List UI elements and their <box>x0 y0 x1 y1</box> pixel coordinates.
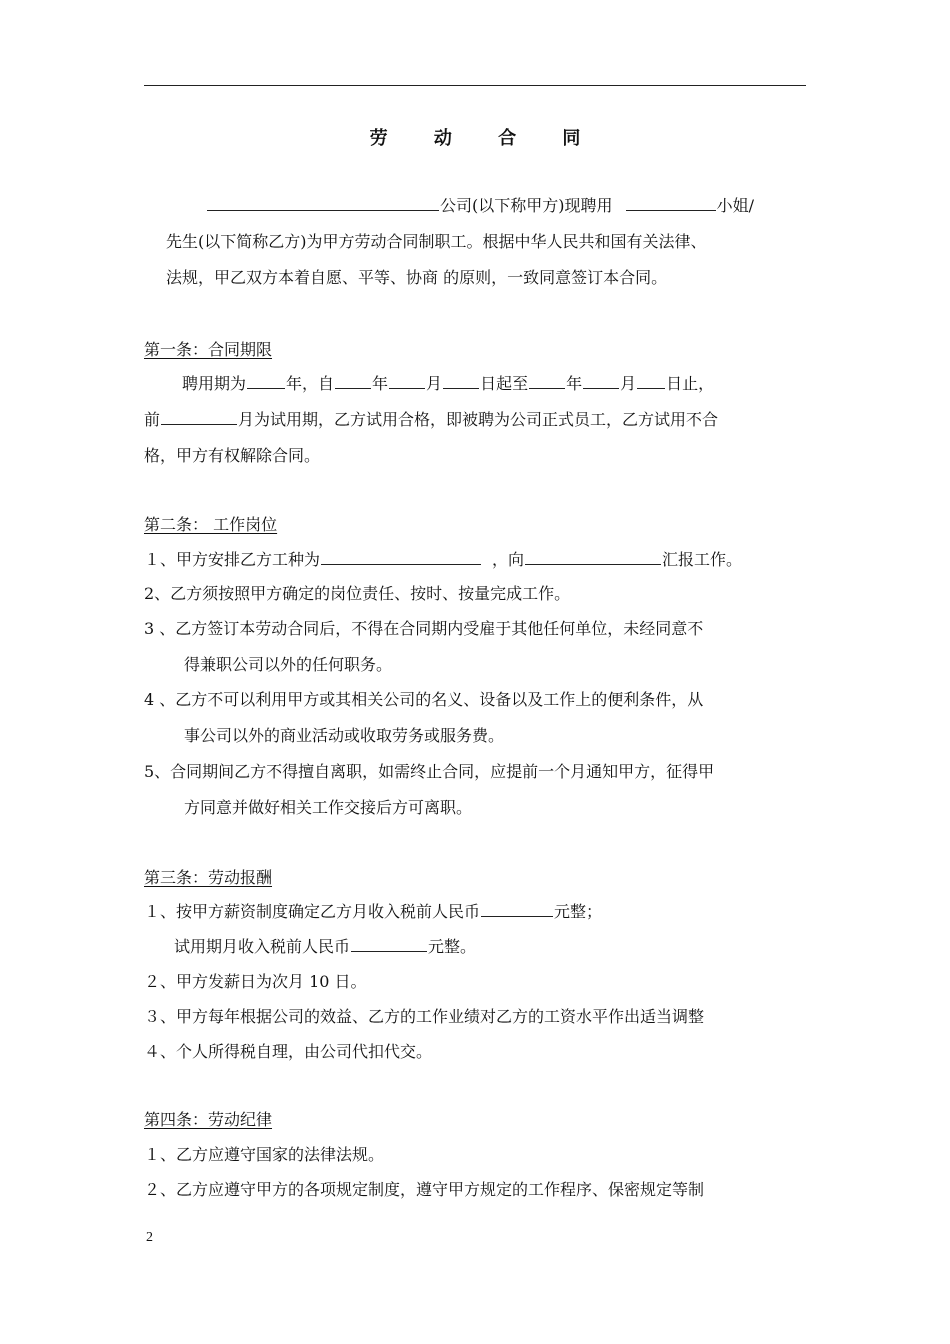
article-3-item-3: ３、甲方每年根据公司的效益、乙方的工作业绩对乙方的工资水平作出适当调整 <box>144 1007 705 1026</box>
intro-line-2: 先生(以下简称乙方)为甲方劳动合同制职工。根据中华人民共和国有关法律、 <box>166 232 707 251</box>
term-years-blank[interactable] <box>247 372 285 389</box>
article-3-heading: 第三条：劳动报酬 <box>144 868 273 887</box>
start-year-blank[interactable] <box>335 372 371 389</box>
article-2-item-5-cont: 方同意并做好相关工作交接后方可离职。 <box>184 798 473 817</box>
article-1-heading: 第一条：合同期限 <box>144 340 273 359</box>
article-2-item-5: 5、合同期间乙方不得擅自离职，如需终止合同，应提前一个月通知甲方，征得甲 <box>144 762 715 781</box>
article-4-item-2: ２、乙方应遵守甲方的各项规定制度，遵守甲方规定的工作程序、保密规定等制 <box>144 1180 705 1199</box>
article-2-item-2: 2、乙方须按照甲方确定的岗位责任、按时、按量完成工作。 <box>144 584 571 603</box>
article-2-item-4: 4 、乙方不可以利用甲方或其相关公司的名义、设备以及工作上的便利条件，从 <box>144 690 704 709</box>
article-2-item-3: 3 、乙方签订本劳动合同后，不得在合同期内受雇于其他任何单位，未经同意不 <box>144 619 704 638</box>
start-month-blank[interactable] <box>389 372 425 389</box>
report-to-blank[interactable] <box>525 548 661 565</box>
end-year-blank[interactable] <box>529 372 565 389</box>
article-2-item-4-cont: 事公司以外的商业活动或收取劳务或服务费。 <box>184 726 505 745</box>
article-1-probation-line: 前 月为试用期，乙方试用合格，即被聘为公司正式员工，乙方试用不合 <box>144 410 719 429</box>
end-month-blank[interactable] <box>583 372 619 389</box>
article-4-item-1: １、乙方应遵守国家的法律法规。 <box>144 1145 385 1164</box>
article-1-line-3: 格，甲方有权解除合同。 <box>144 446 321 465</box>
document-title: 劳 动 合 同 <box>369 128 601 149</box>
intro-line-3: 法规，甲乙双方本着自愿、平等、协商 的原则，一致同意签订本合同。 <box>166 268 668 287</box>
article-2-item-1: １、甲方安排乙方工种为 ，向 汇报工作。 <box>144 550 743 569</box>
article-2-heading: 第二条： 工作岗位 <box>144 515 278 534</box>
article-1-term-line: 聘用期为 年，自 年 月 日起至 年 月 日止， <box>182 374 715 393</box>
article-3-item-1: １、按甲方薪资制度确定乙方月收入税前人民币 元整； <box>144 902 603 921</box>
intro-line-1: 公司(以下称甲方)现聘用 小姐/ <box>206 194 754 218</box>
article-2-item-3-cont: 得兼职公司以外的任何职务。 <box>184 655 393 674</box>
employee-name-blank[interactable] <box>626 194 716 211</box>
company-name-blank[interactable] <box>207 194 439 211</box>
probation-months-blank[interactable] <box>161 408 237 425</box>
article-3-item-1-probation: 试用期月收入税前人民币 元整。 <box>174 937 477 956</box>
start-day-blank[interactable] <box>443 372 479 389</box>
article-4-heading: 第四条：劳动纪律 <box>144 1110 273 1129</box>
article-3-item-2: ２、甲方发薪日为次月 10 日。 <box>144 972 367 991</box>
end-day-blank[interactable] <box>637 372 665 389</box>
header-rule <box>144 85 806 86</box>
monthly-salary-blank[interactable] <box>481 900 553 917</box>
article-3-item-4: ４、个人所得税自理，由公司代扣代交。 <box>144 1042 433 1061</box>
page-number: 2 <box>146 1230 153 1245</box>
probation-salary-blank[interactable] <box>351 935 427 952</box>
job-type-blank[interactable] <box>321 548 481 565</box>
